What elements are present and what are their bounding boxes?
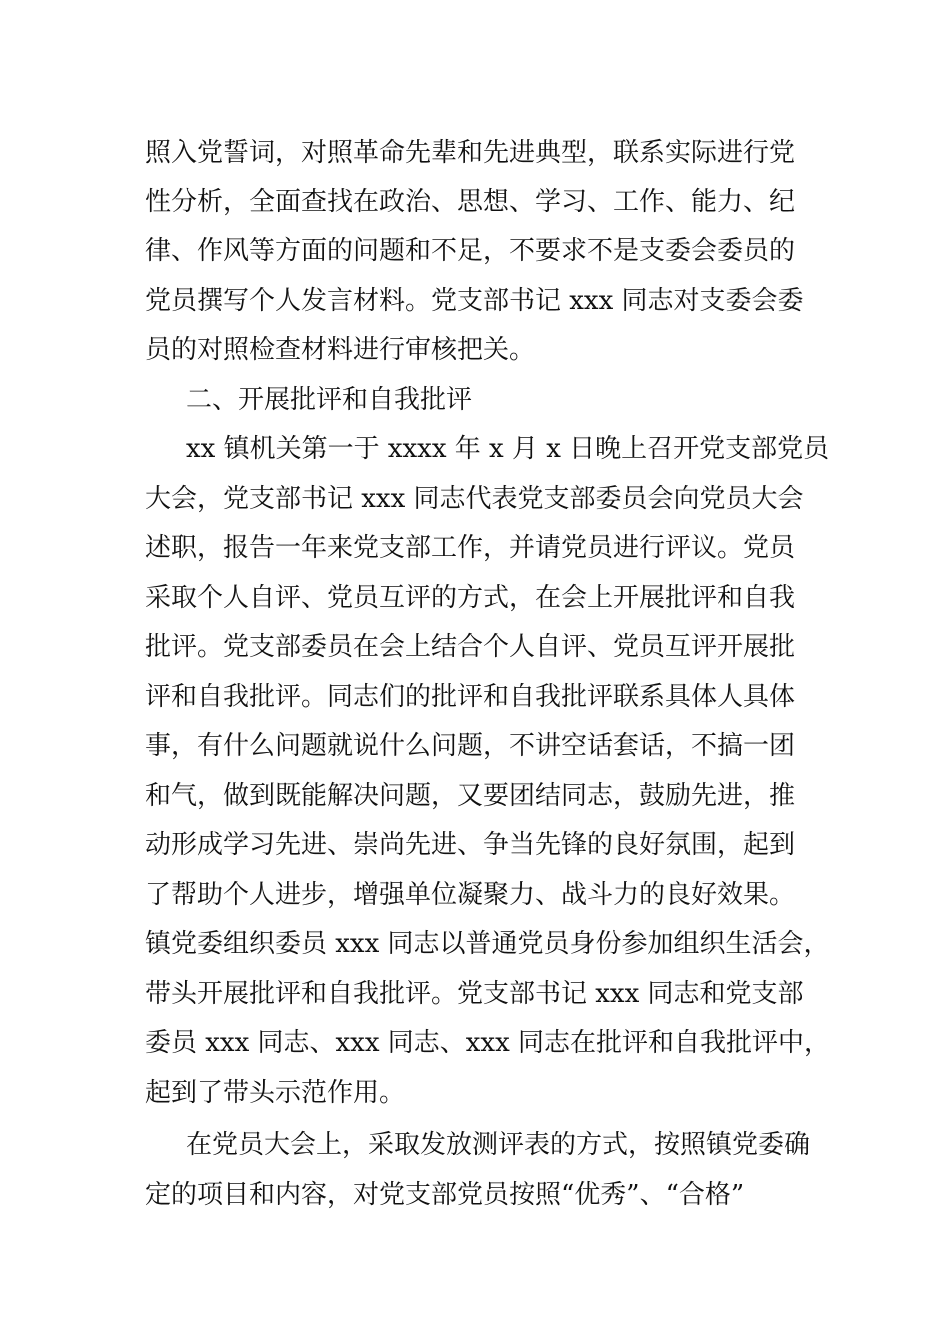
text-line: 大会，党支部书记 xxx 同志代表党支部委员会向党员大会	[145, 484, 804, 514]
text-line: 委员 xxx 同志、xxx 同志、xxx 同志在批评和自我批评中，	[145, 1028, 831, 1058]
text-line: 述职，报告一年来党支部工作，并请党员进行评议。党员	[145, 533, 796, 563]
text-line: 评和自我批评。同志们的批评和自我批评联系具体人具体	[145, 682, 796, 712]
text-line: 照入党誓词，对照革命先辈和先进典型，联系实际进行党	[145, 138, 796, 168]
text-line: 在党员大会上，采取发放测评表的方式，按照镇党委确	[186, 1130, 811, 1160]
text-line: 员的对照检查材料进行审核把关。	[145, 335, 536, 365]
text-line: 采取个人自评、党员互评的方式，在会上开展批评和自我	[145, 583, 796, 613]
text-line: 动形成学习先进、崇尚先进、争当先锋的良好氛围，起到	[145, 830, 796, 860]
text-line: 镇党委组织委员 xxx 同志以普通党员身份参加组织生活会，	[145, 929, 830, 959]
text-line: 事，有什么问题就说什么问题，不讲空话套话，不搞一团	[145, 731, 796, 761]
text-line: 了帮助个人进步，增强单位凝聚力、战斗力的良好效果。	[145, 880, 796, 910]
text-line: 和气，做到既能解决问题，又要团结同志，鼓励先进，推	[145, 781, 796, 811]
text-line: 批评。党支部委员在会上结合个人自评、党员互评开展批	[145, 632, 796, 662]
text-line: xx 镇机关第一于 xxxx 年 x 月 x 日晚上召开党支部党员	[186, 434, 830, 464]
text-line: 性分析，全面查找在政治、思想、学习、工作、能力、纪	[145, 187, 796, 217]
text-line: 带头开展批评和自我批评。党支部书记 xxx 同志和党支部	[145, 979, 804, 1009]
text-line: 定的项目和内容，对党支部党员按照“优秀”、“合格”	[145, 1180, 745, 1210]
text-line: 律、作风等方面的问题和不足，不要求不是支委会委员的	[145, 236, 796, 266]
text-line: 党员撰写个人发言材料。党支部书记 xxx 同志对支委会委	[145, 286, 804, 316]
section-heading: 二、开展批评和自我批评	[186, 385, 473, 415]
text-line: 起到了带头示范作用。	[145, 1078, 406, 1108]
